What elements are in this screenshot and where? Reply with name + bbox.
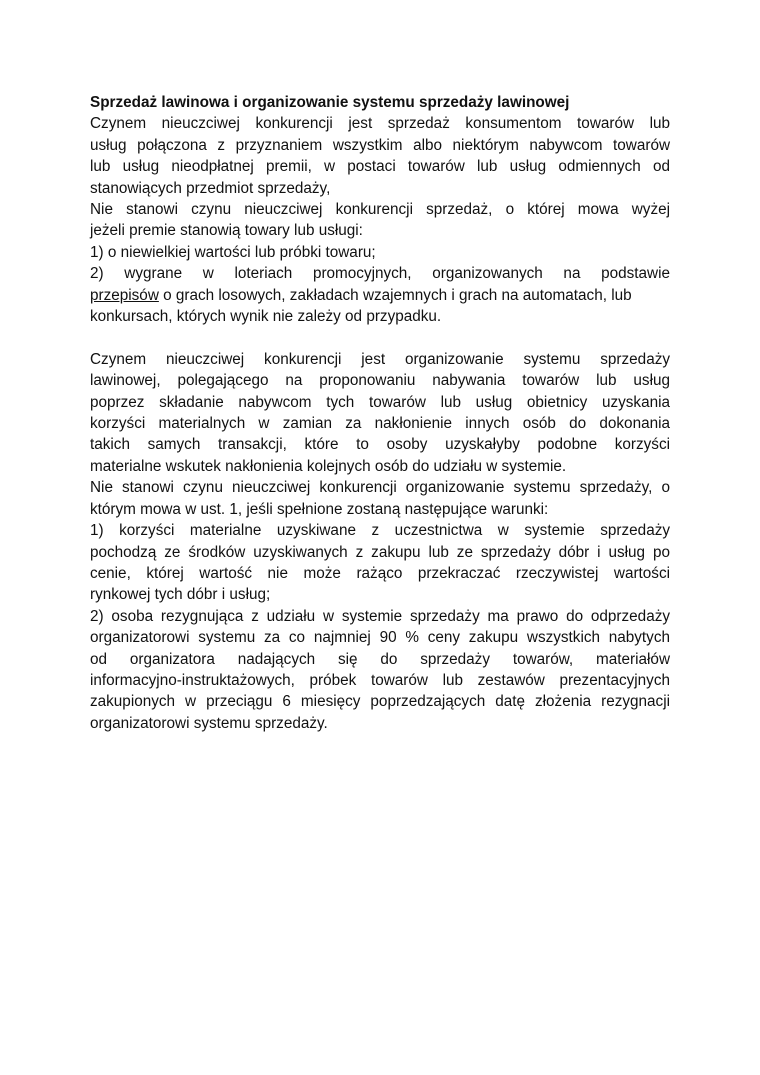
list-item-1: 1) korzyści materialne uzyskiwane z uczestnictwa w systemie sprzedaży [90,522,670,540]
text-line: poprzez składanie nabywcom tych towarów lub usług obietnicy uzyskania [90,393,670,411]
list-item-1: 1) o niewielkiej wartości lub próbki towaru; [90,243,376,261]
text-line: takich samych transakcji, które to osoby uzyskałyby podobne korzyści [90,436,670,454]
text-line: rynkowej tych dóbr i usług; [90,586,271,604]
text-line: którym mowa w ust. 1, jeśli spełnione zostaną następujące warunki: [90,500,549,518]
text-line: organizatorowi systemu za co najmniej 90 % ceny zakupu wszystkich nabytych [90,629,670,647]
text-line: lawinowej, polegającego na proponowaniu nabywania towarów lub usług [90,372,670,390]
text-line: konkursach, których wynik nie zależy od przypadku. [90,308,442,326]
text-line: pochodzą ze środków uzyskiwanych z zakupu lub ze sprzedaży dóbr i usług po [90,543,670,561]
section-pyramid-sales [90,349,670,734]
list-item-2: 2) wygrane w loteriach promocyjnych, organizowanych na podstawie [90,265,670,283]
list-item-2: 2) osoba rezygnująca z udziału w systemie sprzedaży ma prawo do odprzedaży [90,607,670,625]
text-line: od organizatora nadających się do sprzedaży towarów, materiałów [90,650,670,668]
document-page [90,92,670,734]
text-line: materialne wskutek nakłonienia kolejnych osób do udziału w systemie. [90,457,567,475]
text-line: korzyści materialnych w zamian za nakłonienie innych osób do dokonania [90,415,670,433]
paragraph-gap [90,327,670,348]
text-line: cenie, której wartość nie może rażąco przekraczać rzeczywistej wartości [90,564,670,582]
text-line: jeżeli premie stanowią towary lub usługi: [90,222,363,240]
text-line: Nie stanowi czynu nieuczciwej konkurencji organizowanie systemu sprzedaży, o [90,479,670,497]
document-title: Sprzedaż lawinowa i organizowanie systemu sprzedaży lawinowej [90,94,570,111]
text-line: zakupionych w przeciągu 6 miesięcy poprzedzających datę złożenia rezygnacji [90,693,670,711]
text-line: lub usług nieodpłatnej premii, w postaci towarów lub usług odmiennych od [90,158,670,176]
text-line: Czynem nieuczciwej konkurencji jest organizowanie systemu sprzedaży [90,350,670,368]
text-line: usług połączona z przyznaniem wszystkim albo niektórym nabywcom towarów [90,136,670,154]
text-line: Czynem nieuczciwej konkurencji jest sprzedaż konsumentom towarów lub [90,115,670,133]
text-line-with-link [90,285,670,306]
text-segment: o grach losowych, zakładach wzajemnych i grach na automatach, lub [158,286,632,304]
text-line: organizatorowi systemu sprzedaży. [90,714,328,732]
text-line: stanowiących przedmiot sprzedaży, [90,179,331,197]
text-line: informacyjno-instruktażowych, próbek towarów lub zestawów prezentacyjnych [90,671,670,689]
przepisow-link[interactable]: przepisów [90,286,159,304]
section-sales-premium [90,113,670,327]
text-line: Nie stanowi czynu nieuczciwej konkurencji sprzedaż, o której mowa wyżej [90,201,670,219]
